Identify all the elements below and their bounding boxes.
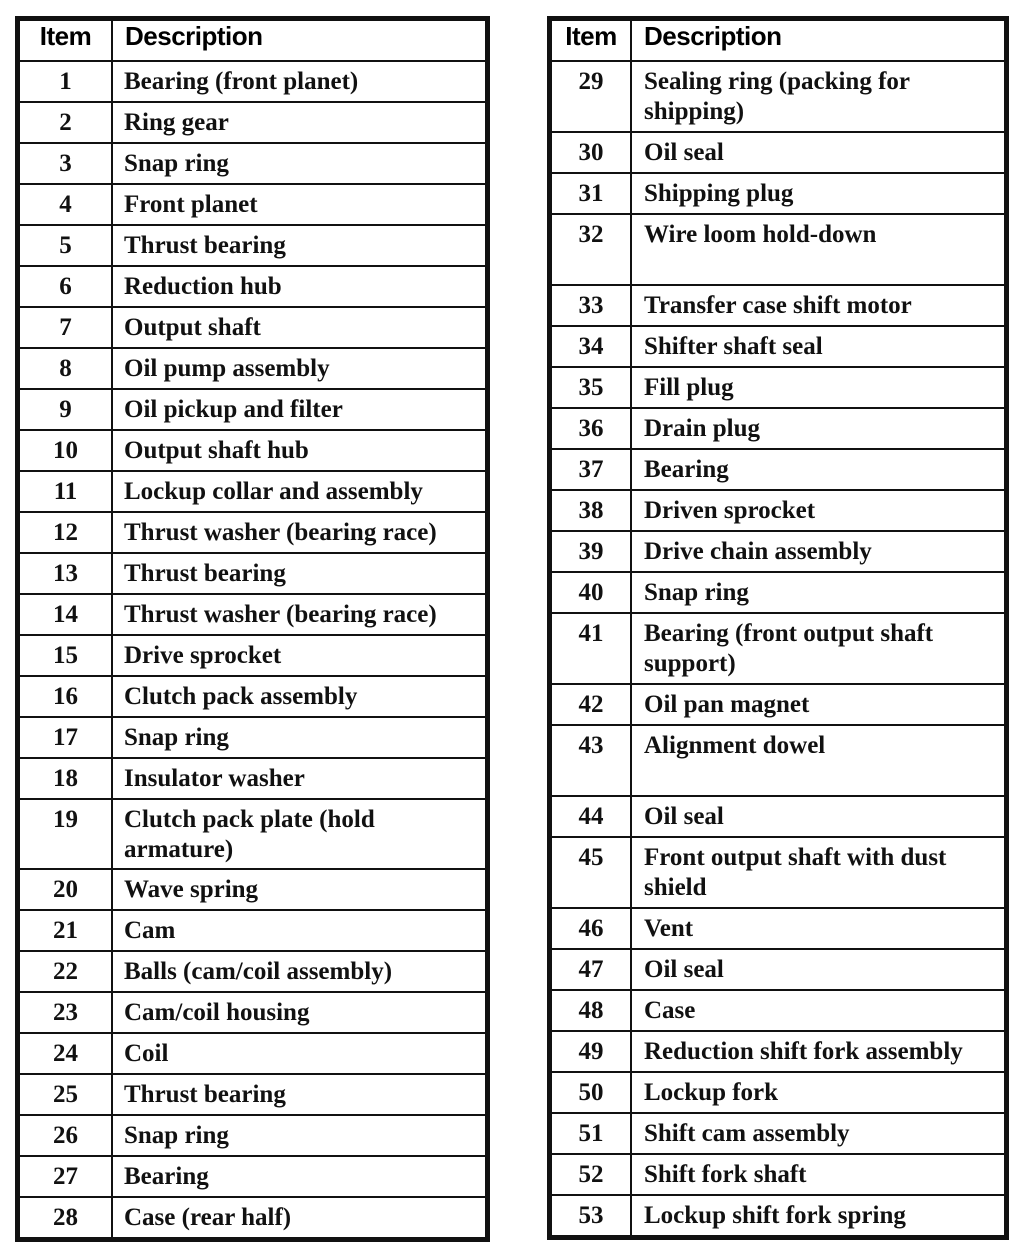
item-number: 40 bbox=[551, 572, 631, 613]
table-row bbox=[551, 285, 1005, 326]
item-description: Shifter shaft seal bbox=[631, 326, 1005, 367]
item-description: Thrust bearing bbox=[112, 1074, 486, 1115]
table-row bbox=[19, 1156, 486, 1197]
item-number: 51 bbox=[551, 1113, 631, 1154]
item-number: 18 bbox=[19, 758, 112, 799]
table-row bbox=[551, 449, 1005, 490]
item-number: 36 bbox=[551, 408, 631, 449]
item-number: 38 bbox=[551, 490, 631, 531]
table-row bbox=[551, 1113, 1005, 1154]
item-column-header: Item bbox=[19, 20, 112, 61]
table-row bbox=[19, 951, 486, 992]
item-number: 5 bbox=[19, 225, 112, 266]
item-number: 11 bbox=[19, 471, 112, 512]
item-description: Drain plug bbox=[631, 408, 1005, 449]
item-number: 43 bbox=[551, 725, 631, 796]
table-row bbox=[19, 676, 486, 717]
item-number: 12 bbox=[19, 512, 112, 553]
description-column-header: Description bbox=[631, 20, 1005, 61]
item-description: Clutch pack plate (hold armature) bbox=[112, 799, 486, 869]
table-row bbox=[19, 758, 486, 799]
item-description: Bearing bbox=[631, 449, 1005, 490]
item-column-header: Item bbox=[551, 20, 631, 61]
table-row bbox=[551, 490, 1005, 531]
item-number: 47 bbox=[551, 949, 631, 990]
item-description: Snap ring bbox=[112, 1115, 486, 1156]
table-row bbox=[19, 266, 486, 307]
table-row bbox=[551, 326, 1005, 367]
item-number: 50 bbox=[551, 1072, 631, 1113]
item-description: Ring gear bbox=[112, 102, 486, 143]
item-number: 46 bbox=[551, 908, 631, 949]
item-number: 42 bbox=[551, 684, 631, 725]
item-description: Lockup collar and assembly bbox=[112, 471, 486, 512]
item-number: 22 bbox=[19, 951, 112, 992]
table-row bbox=[19, 184, 486, 225]
item-number: 49 bbox=[551, 1031, 631, 1072]
item-description: Bearing (front output shaft support) bbox=[631, 613, 1005, 684]
item-number: 19 bbox=[19, 799, 112, 869]
table-row bbox=[551, 990, 1005, 1031]
table-row bbox=[551, 796, 1005, 837]
item-number: 28 bbox=[19, 1197, 112, 1238]
item-description: Snap ring bbox=[112, 717, 486, 758]
item-description: Shipping plug bbox=[631, 173, 1005, 214]
item-description: Clutch pack assembly bbox=[112, 676, 486, 717]
item-number: 1 bbox=[19, 61, 112, 102]
item-number: 6 bbox=[19, 266, 112, 307]
table-row bbox=[19, 1033, 486, 1074]
parts-table-left bbox=[15, 16, 490, 1242]
table-row bbox=[551, 949, 1005, 990]
item-number: 9 bbox=[19, 389, 112, 430]
table-row bbox=[551, 1031, 1005, 1072]
item-number: 15 bbox=[19, 635, 112, 676]
item-description: Sealing ring (packing for shipping) bbox=[631, 61, 1005, 132]
table-row bbox=[19, 225, 486, 266]
item-description: Driven sprocket bbox=[631, 490, 1005, 531]
item-description: Output shaft bbox=[112, 307, 486, 348]
item-description: Oil seal bbox=[631, 796, 1005, 837]
description-column-header: Description bbox=[112, 20, 486, 61]
table-row bbox=[19, 869, 486, 910]
table-row bbox=[19, 307, 486, 348]
item-number: 13 bbox=[19, 553, 112, 594]
table-row bbox=[19, 1115, 486, 1156]
item-description: Transfer case shift motor bbox=[631, 285, 1005, 326]
item-description: Oil pump assembly bbox=[112, 348, 486, 389]
item-number: 41 bbox=[551, 613, 631, 684]
table-row bbox=[19, 61, 486, 102]
table-row bbox=[19, 594, 486, 635]
item-description: Shift cam assembly bbox=[631, 1113, 1005, 1154]
item-description: Coil bbox=[112, 1033, 486, 1074]
table-row bbox=[551, 837, 1005, 908]
table-row bbox=[551, 684, 1005, 725]
item-description: Thrust bearing bbox=[112, 225, 486, 266]
table-row bbox=[551, 572, 1005, 613]
item-description: Oil pickup and filter bbox=[112, 389, 486, 430]
item-description: Wave spring bbox=[112, 869, 486, 910]
item-number: 23 bbox=[19, 992, 112, 1033]
table-row bbox=[551, 408, 1005, 449]
item-number: 44 bbox=[551, 796, 631, 837]
table-row bbox=[19, 553, 486, 594]
item-number: 8 bbox=[19, 348, 112, 389]
table-row bbox=[19, 992, 486, 1033]
item-description: Bearing bbox=[112, 1156, 486, 1197]
table-row bbox=[551, 908, 1005, 949]
table-row bbox=[19, 512, 486, 553]
item-number: 29 bbox=[551, 61, 631, 132]
item-number: 2 bbox=[19, 102, 112, 143]
table-row bbox=[19, 389, 486, 430]
item-number: 33 bbox=[551, 285, 631, 326]
item-description: Oil seal bbox=[631, 132, 1005, 173]
table-row bbox=[19, 1074, 486, 1115]
item-number: 7 bbox=[19, 307, 112, 348]
item-description: Balls (cam/coil assembly) bbox=[112, 951, 486, 992]
item-description: Cam bbox=[112, 910, 486, 951]
table-header-row bbox=[19, 20, 486, 61]
item-number: 39 bbox=[551, 531, 631, 572]
table-row bbox=[551, 214, 1005, 285]
parts-table-right bbox=[547, 16, 1009, 1240]
item-description: Oil pan magnet bbox=[631, 684, 1005, 725]
item-number: 31 bbox=[551, 173, 631, 214]
item-description: Thrust bearing bbox=[112, 553, 486, 594]
table-row bbox=[19, 910, 486, 951]
table-row bbox=[19, 430, 486, 471]
table-row bbox=[19, 348, 486, 389]
item-number: 45 bbox=[551, 837, 631, 908]
item-number: 14 bbox=[19, 594, 112, 635]
table-row bbox=[19, 471, 486, 512]
table-row bbox=[19, 102, 486, 143]
table-row bbox=[551, 725, 1005, 796]
item-number: 48 bbox=[551, 990, 631, 1031]
item-description: Snap ring bbox=[112, 143, 486, 184]
table-row bbox=[19, 799, 486, 869]
item-number: 53 bbox=[551, 1195, 631, 1236]
item-number: 3 bbox=[19, 143, 112, 184]
table-row bbox=[551, 61, 1005, 132]
table-row bbox=[19, 717, 486, 758]
item-description: Reduction hub bbox=[112, 266, 486, 307]
table-row bbox=[551, 613, 1005, 684]
item-description: Thrust washer (bearing race) bbox=[112, 594, 486, 635]
item-description: Front output shaft with dust shield bbox=[631, 837, 1005, 908]
item-number: 25 bbox=[19, 1074, 112, 1115]
item-description: Bearing (front planet) bbox=[112, 61, 486, 102]
item-number: 27 bbox=[19, 1156, 112, 1197]
item-number: 16 bbox=[19, 676, 112, 717]
item-description: Insulator washer bbox=[112, 758, 486, 799]
item-description: Shift fork shaft bbox=[631, 1154, 1005, 1195]
item-number: 52 bbox=[551, 1154, 631, 1195]
item-number: 20 bbox=[19, 869, 112, 910]
item-description: Cam/coil housing bbox=[112, 992, 486, 1033]
item-description: Alignment dowel bbox=[631, 725, 1005, 796]
item-description: Lockup shift fork spring bbox=[631, 1195, 1005, 1236]
table-row bbox=[19, 143, 486, 184]
table-row bbox=[551, 1154, 1005, 1195]
item-description: Drive sprocket bbox=[112, 635, 486, 676]
item-number: 37 bbox=[551, 449, 631, 490]
item-number: 30 bbox=[551, 132, 631, 173]
item-description: Case bbox=[631, 990, 1005, 1031]
item-description: Wire loom hold-down bbox=[631, 214, 1005, 285]
item-description: Thrust washer (bearing race) bbox=[112, 512, 486, 553]
item-description: Snap ring bbox=[631, 572, 1005, 613]
table-row bbox=[551, 173, 1005, 214]
table-row bbox=[551, 1072, 1005, 1113]
item-number: 24 bbox=[19, 1033, 112, 1074]
item-number: 10 bbox=[19, 430, 112, 471]
table-row bbox=[551, 132, 1005, 173]
item-description: Case (rear half) bbox=[112, 1197, 486, 1238]
item-number: 26 bbox=[19, 1115, 112, 1156]
item-description: Drive chain assembly bbox=[631, 531, 1005, 572]
item-number: 17 bbox=[19, 717, 112, 758]
table-row bbox=[551, 1195, 1005, 1236]
table-row bbox=[551, 367, 1005, 408]
item-number: 34 bbox=[551, 326, 631, 367]
item-description: Vent bbox=[631, 908, 1005, 949]
table-header-row bbox=[551, 20, 1005, 61]
item-number: 21 bbox=[19, 910, 112, 951]
table-row bbox=[19, 635, 486, 676]
item-description: Output shaft hub bbox=[112, 430, 486, 471]
item-description: Lockup fork bbox=[631, 1072, 1005, 1113]
item-description: Reduction shift fork assembly bbox=[631, 1031, 1005, 1072]
item-number: 32 bbox=[551, 214, 631, 285]
item-number: 4 bbox=[19, 184, 112, 225]
item-description: Front planet bbox=[112, 184, 486, 225]
table-row bbox=[19, 1197, 486, 1238]
item-description: Fill plug bbox=[631, 367, 1005, 408]
item-description: Oil seal bbox=[631, 949, 1005, 990]
item-number: 35 bbox=[551, 367, 631, 408]
table-row bbox=[551, 531, 1005, 572]
